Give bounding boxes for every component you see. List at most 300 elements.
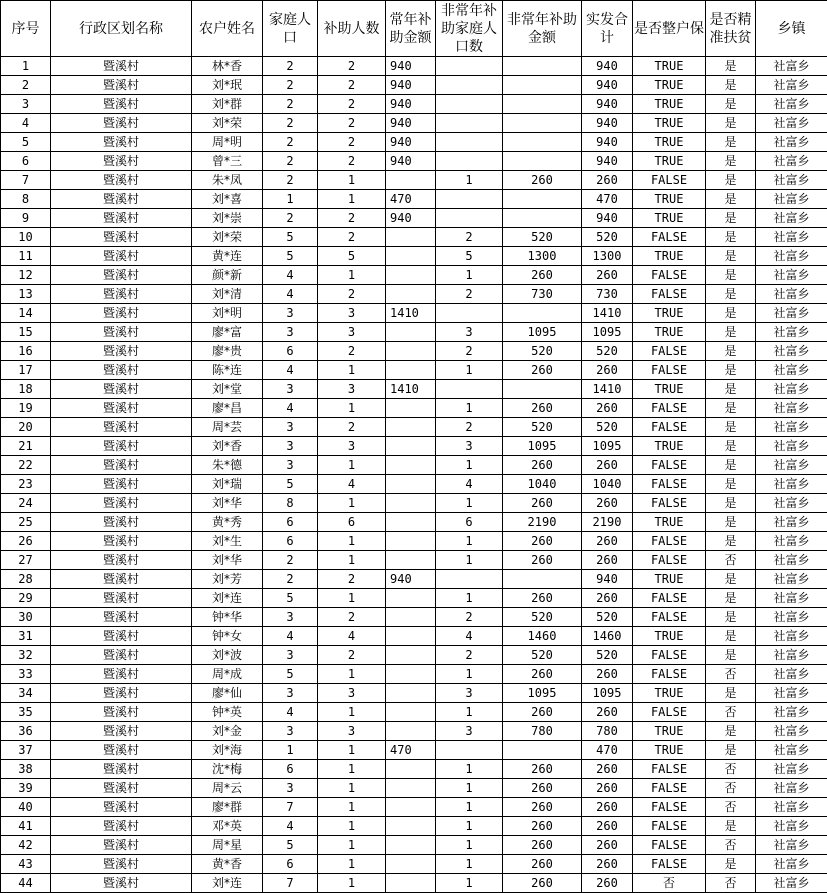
cell-irregular-amount: 260 [503,551,582,570]
cell-whole-household: FALSE [633,399,706,418]
cell-township: 社富乡 [756,209,827,228]
cell-irregular-amount [503,95,582,114]
cell-farmer-name: 廖*富 [192,323,263,342]
cell-irregular-count [436,95,503,114]
cell-household-size: 3 [263,779,318,798]
cell-total-paid: 260 [582,836,633,855]
cell-irregular-count: 1 [436,361,503,380]
cell-seq: 3 [1,95,51,114]
cell-subsidized-count: 1 [318,361,386,380]
cell-subsidized-count: 6 [318,513,386,532]
cell-whole-household: TRUE [633,152,706,171]
cell-regular-amount [386,418,436,437]
cell-precise-poverty: 是 [706,228,756,247]
cell-irregular-count [436,133,503,152]
cell-household-size: 3 [263,646,318,665]
cell-regular-amount: 940 [386,57,436,76]
cell-village: 暨溪村 [51,551,192,570]
cell-subsidized-count: 2 [318,228,386,247]
cell-village: 暨溪村 [51,437,192,456]
cell-village: 暨溪村 [51,342,192,361]
cell-precise-poverty: 是 [706,152,756,171]
cell-irregular-count: 2 [436,342,503,361]
cell-irregular-count [436,209,503,228]
header-subsidized-count: 补助人数 [318,1,386,57]
cell-household-size: 3 [263,437,318,456]
cell-household-size: 2 [263,57,318,76]
cell-whole-household: TRUE [633,95,706,114]
cell-precise-poverty: 否 [706,665,756,684]
cell-precise-poverty: 是 [706,741,756,760]
cell-precise-poverty: 是 [706,855,756,874]
cell-household-size: 7 [263,874,318,893]
cell-whole-household: FALSE [633,589,706,608]
cell-subsidized-count: 3 [318,380,386,399]
cell-seq: 33 [1,665,51,684]
cell-whole-household: TRUE [633,684,706,703]
cell-subsidized-count: 3 [318,323,386,342]
cell-farmer-name: 黄*香 [192,855,263,874]
cell-seq: 16 [1,342,51,361]
table-row [1,494,827,513]
cell-regular-amount [386,456,436,475]
cell-household-size: 2 [263,133,318,152]
cell-irregular-count: 1 [436,779,503,798]
cell-regular-amount [386,475,436,494]
cell-precise-poverty: 否 [706,760,756,779]
cell-household-size: 2 [263,209,318,228]
cell-regular-amount [386,266,436,285]
cell-seq: 2 [1,76,51,95]
cell-irregular-amount [503,133,582,152]
cell-irregular-count: 1 [436,798,503,817]
cell-precise-poverty: 是 [706,817,756,836]
cell-whole-household: FALSE [633,342,706,361]
cell-irregular-amount: 260 [503,361,582,380]
cell-township: 社富乡 [756,513,827,532]
table-row [1,152,827,171]
cell-regular-amount [386,855,436,874]
cell-farmer-name: 朱*凤 [192,171,263,190]
cell-whole-household: FALSE [633,266,706,285]
cell-whole-household: FALSE [633,361,706,380]
table-row [1,836,827,855]
cell-seq: 43 [1,855,51,874]
cell-farmer-name: 刘*连 [192,874,263,893]
cell-village: 暨溪村 [51,418,192,437]
cell-village: 暨溪村 [51,646,192,665]
cell-irregular-amount: 520 [503,418,582,437]
table-row [1,266,827,285]
cell-total-paid: 260 [582,855,633,874]
cell-total-paid: 940 [582,152,633,171]
cell-irregular-amount: 520 [503,342,582,361]
cell-regular-amount: 940 [386,570,436,589]
cell-village: 暨溪村 [51,133,192,152]
cell-subsidized-count: 1 [318,703,386,722]
table-row [1,437,827,456]
cell-township: 社富乡 [756,836,827,855]
cell-regular-amount: 1410 [386,380,436,399]
cell-irregular-count: 1 [436,551,503,570]
cell-regular-amount [386,817,436,836]
cell-household-size: 6 [263,532,318,551]
cell-household-size: 2 [263,152,318,171]
cell-whole-household: FALSE [633,855,706,874]
cell-township: 社富乡 [756,418,827,437]
cell-irregular-count: 3 [436,437,503,456]
cell-total-paid: 260 [582,665,633,684]
cell-subsidized-count: 1 [318,874,386,893]
cell-village: 暨溪村 [51,722,192,741]
cell-household-size: 2 [263,114,318,133]
cell-subsidized-count: 3 [318,437,386,456]
cell-seq: 31 [1,627,51,646]
cell-subsidized-count: 1 [318,190,386,209]
cell-precise-poverty: 是 [706,646,756,665]
cell-township: 社富乡 [756,551,827,570]
cell-seq: 18 [1,380,51,399]
cell-irregular-amount: 260 [503,817,582,836]
cell-subsidized-count: 2 [318,418,386,437]
cell-farmer-name: 钟*英 [192,703,263,722]
cell-irregular-amount: 260 [503,665,582,684]
cell-farmer-name: 刘*明 [192,304,263,323]
cell-total-paid: 1095 [582,323,633,342]
cell-total-paid: 260 [582,874,633,893]
cell-farmer-name: 刘*海 [192,741,263,760]
cell-village: 暨溪村 [51,760,192,779]
cell-irregular-count: 6 [436,513,503,532]
cell-irregular-amount: 260 [503,779,582,798]
cell-village: 暨溪村 [51,855,192,874]
cell-whole-household: TRUE [633,304,706,323]
cell-irregular-count [436,304,503,323]
cell-township: 社富乡 [756,779,827,798]
cell-village: 暨溪村 [51,57,192,76]
cell-irregular-count [436,76,503,95]
table-row [1,304,827,323]
cell-whole-household: FALSE [633,532,706,551]
cell-household-size: 4 [263,361,318,380]
cell-total-paid: 1410 [582,380,633,399]
cell-irregular-amount: 1460 [503,627,582,646]
header-township: 乡镇 [756,1,827,57]
cell-farmer-name: 刘*香 [192,437,263,456]
cell-farmer-name: 刘*连 [192,589,263,608]
cell-farmer-name: 陈*连 [192,361,263,380]
table-row [1,589,827,608]
cell-irregular-amount: 260 [503,874,582,893]
cell-total-paid: 780 [582,722,633,741]
cell-household-size: 4 [263,817,318,836]
cell-subsidized-count: 2 [318,209,386,228]
cell-household-size: 2 [263,95,318,114]
cell-precise-poverty: 否 [706,779,756,798]
cell-village: 暨溪村 [51,703,192,722]
cell-regular-amount [386,798,436,817]
cell-township: 社富乡 [756,456,827,475]
cell-farmer-name: 刘*华 [192,494,263,513]
cell-irregular-count: 1 [436,836,503,855]
cell-whole-household: TRUE [633,114,706,133]
cell-household-size: 4 [263,627,318,646]
cell-irregular-amount [503,76,582,95]
cell-whole-household: FALSE [633,456,706,475]
cell-precise-poverty: 否 [706,551,756,570]
cell-irregular-count: 4 [436,627,503,646]
cell-precise-poverty: 是 [706,570,756,589]
cell-total-paid: 940 [582,76,633,95]
cell-household-size: 2 [263,76,318,95]
cell-seq: 11 [1,247,51,266]
cell-seq: 30 [1,608,51,627]
cell-irregular-count [436,741,503,760]
cell-total-paid: 260 [582,266,633,285]
cell-irregular-count: 1 [436,494,503,513]
cell-irregular-amount [503,380,582,399]
cell-subsidized-count: 1 [318,741,386,760]
cell-household-size: 4 [263,703,318,722]
cell-precise-poverty: 是 [706,684,756,703]
cell-township: 社富乡 [756,380,827,399]
cell-total-paid: 1410 [582,304,633,323]
cell-farmer-name: 沈*梅 [192,760,263,779]
cell-village: 暨溪村 [51,323,192,342]
cell-subsidized-count: 1 [318,817,386,836]
cell-irregular-count: 2 [436,646,503,665]
cell-whole-household: TRUE [633,247,706,266]
cell-village: 暨溪村 [51,76,192,95]
cell-subsidized-count: 3 [318,304,386,323]
table-row [1,399,827,418]
cell-regular-amount [386,323,436,342]
cell-total-paid: 1300 [582,247,633,266]
cell-total-paid: 260 [582,779,633,798]
cell-regular-amount: 1410 [386,304,436,323]
cell-whole-household: FALSE [633,228,706,247]
table-row [1,532,827,551]
cell-township: 社富乡 [756,627,827,646]
cell-regular-amount [386,228,436,247]
cell-farmer-name: 曾*三 [192,152,263,171]
cell-subsidized-count: 2 [318,608,386,627]
cell-seq: 15 [1,323,51,342]
cell-household-size: 3 [263,323,318,342]
cell-township: 社富乡 [756,228,827,247]
cell-farmer-name: 黄*连 [192,247,263,266]
cell-seq: 26 [1,532,51,551]
header-farmer-name: 农户姓名 [192,1,263,57]
cell-irregular-count [436,190,503,209]
cell-village: 暨溪村 [51,209,192,228]
cell-township: 社富乡 [756,152,827,171]
cell-seq: 20 [1,418,51,437]
table-row [1,285,827,304]
table-row [1,684,827,703]
cell-precise-poverty: 否 [706,874,756,893]
cell-seq: 13 [1,285,51,304]
cell-total-paid: 260 [582,798,633,817]
cell-irregular-amount: 260 [503,760,582,779]
table-row [1,361,827,380]
cell-irregular-count: 1 [436,855,503,874]
cell-village: 暨溪村 [51,228,192,247]
cell-township: 社富乡 [756,741,827,760]
cell-farmer-name: 刘*堂 [192,380,263,399]
cell-seq: 28 [1,570,51,589]
cell-seq: 6 [1,152,51,171]
cell-irregular-count: 1 [436,266,503,285]
cell-seq: 19 [1,399,51,418]
cell-farmer-name: 周*星 [192,836,263,855]
cell-irregular-amount: 1095 [503,684,582,703]
table-row [1,475,827,494]
cell-whole-household: TRUE [633,323,706,342]
table-row [1,133,827,152]
cell-whole-household: TRUE [633,209,706,228]
cell-regular-amount [386,589,436,608]
cell-seq: 5 [1,133,51,152]
cell-total-paid: 940 [582,133,633,152]
cell-irregular-amount: 260 [503,266,582,285]
cell-subsidized-count: 2 [318,285,386,304]
table-row [1,323,827,342]
cell-farmer-name: 周*明 [192,133,263,152]
cell-precise-poverty: 是 [706,304,756,323]
cell-township: 社富乡 [756,532,827,551]
cell-regular-amount [386,684,436,703]
cell-whole-household: FALSE [633,475,706,494]
cell-total-paid: 260 [582,703,633,722]
cell-village: 暨溪村 [51,513,192,532]
cell-household-size: 8 [263,494,318,513]
cell-farmer-name: 刘*金 [192,722,263,741]
cell-whole-household: TRUE [633,437,706,456]
cell-farmer-name: 刘*群 [192,95,263,114]
cell-household-size: 6 [263,855,318,874]
cell-seq: 37 [1,741,51,760]
cell-irregular-amount: 260 [503,532,582,551]
cell-farmer-name: 廖*仙 [192,684,263,703]
cell-irregular-count [436,152,503,171]
cell-irregular-count: 3 [436,323,503,342]
cell-seq: 9 [1,209,51,228]
cell-township: 社富乡 [756,570,827,589]
cell-precise-poverty: 是 [706,171,756,190]
table-row [1,646,827,665]
cell-seq: 35 [1,703,51,722]
cell-precise-poverty: 是 [706,209,756,228]
cell-precise-poverty: 是 [706,323,756,342]
cell-irregular-amount [503,152,582,171]
cell-seq: 36 [1,722,51,741]
cell-village: 暨溪村 [51,399,192,418]
cell-household-size: 1 [263,190,318,209]
cell-precise-poverty: 是 [706,285,756,304]
cell-regular-amount [386,551,436,570]
cell-household-size: 5 [263,475,318,494]
cell-precise-poverty: 是 [706,342,756,361]
cell-irregular-amount: 260 [503,836,582,855]
cell-irregular-amount: 520 [503,646,582,665]
cell-irregular-count [436,57,503,76]
cell-seq: 40 [1,798,51,817]
cell-township: 社富乡 [756,190,827,209]
cell-village: 暨溪村 [51,456,192,475]
cell-township: 社富乡 [756,114,827,133]
cell-township: 社富乡 [756,342,827,361]
cell-whole-household: FALSE [633,646,706,665]
header-village: 行政区划名称 [51,1,192,57]
cell-irregular-amount [503,57,582,76]
cell-precise-poverty: 否 [706,703,756,722]
cell-seq: 27 [1,551,51,570]
cell-whole-household: FALSE [633,494,706,513]
cell-irregular-count [436,114,503,133]
cell-subsidized-count: 2 [318,570,386,589]
table-row [1,190,827,209]
cell-village: 暨溪村 [51,95,192,114]
cell-township: 社富乡 [756,304,827,323]
cell-regular-amount [386,494,436,513]
cell-irregular-count: 1 [436,532,503,551]
cell-whole-household: TRUE [633,76,706,95]
header-whole-household: 是否整户保 [633,1,706,57]
cell-village: 暨溪村 [51,152,192,171]
cell-township: 社富乡 [756,798,827,817]
cell-precise-poverty: 是 [706,475,756,494]
cell-farmer-name: 钟*女 [192,627,263,646]
cell-irregular-amount: 260 [503,855,582,874]
cell-irregular-count: 4 [436,475,503,494]
cell-township: 社富乡 [756,475,827,494]
cell-regular-amount [386,532,436,551]
cell-irregular-amount: 1095 [503,323,582,342]
cell-township: 社富乡 [756,703,827,722]
cell-irregular-count: 1 [436,456,503,475]
cell-subsidized-count: 2 [318,95,386,114]
cell-whole-household: FALSE [633,608,706,627]
cell-subsidized-count: 2 [318,342,386,361]
cell-township: 社富乡 [756,247,827,266]
cell-township: 社富乡 [756,57,827,76]
cell-whole-household: TRUE [633,741,706,760]
cell-precise-poverty: 是 [706,494,756,513]
cell-subsidized-count: 2 [318,152,386,171]
cell-irregular-amount [503,570,582,589]
table-row [1,114,827,133]
cell-household-size: 5 [263,247,318,266]
cell-subsidized-count: 1 [318,855,386,874]
cell-irregular-amount: 1300 [503,247,582,266]
table-row [1,608,827,627]
cell-farmer-name: 刘*荣 [192,114,263,133]
cell-precise-poverty: 是 [706,76,756,95]
cell-regular-amount: 470 [386,190,436,209]
cell-total-paid: 940 [582,209,633,228]
cell-subsidized-count: 1 [318,798,386,817]
cell-irregular-amount: 780 [503,722,582,741]
cell-whole-household: TRUE [633,133,706,152]
cell-seq: 22 [1,456,51,475]
cell-whole-household: FALSE [633,836,706,855]
cell-seq: 8 [1,190,51,209]
cell-total-paid: 260 [582,589,633,608]
cell-regular-amount: 940 [386,76,436,95]
cell-regular-amount [386,342,436,361]
cell-precise-poverty: 是 [706,133,756,152]
